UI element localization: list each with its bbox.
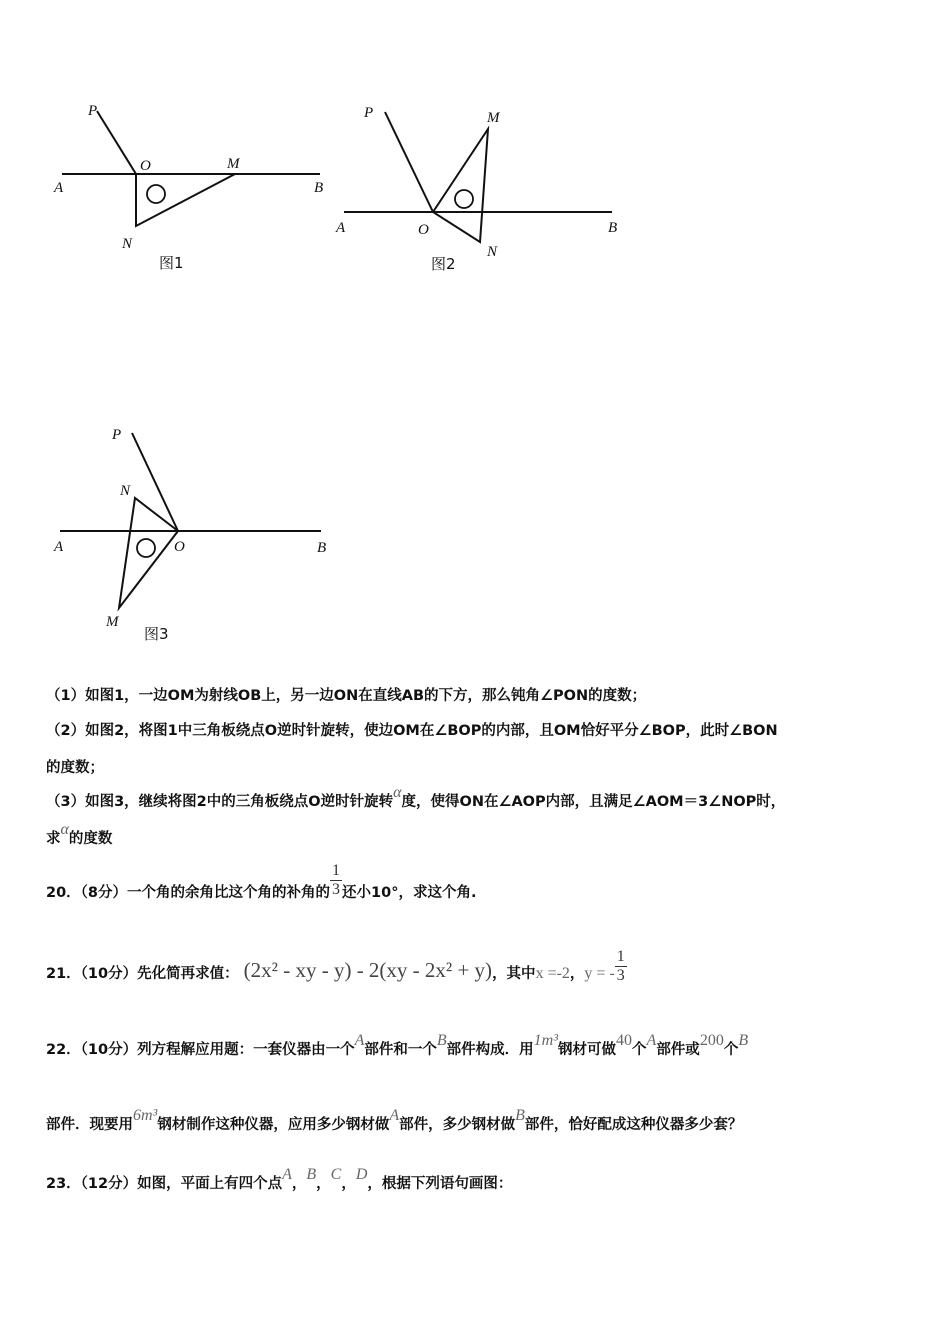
q23-text: ，根据下列语句画图： bbox=[367, 1176, 513, 1192]
figure-2-caption: 图2 bbox=[431, 255, 456, 273]
label-P: P bbox=[88, 103, 98, 119]
label-M: M bbox=[227, 156, 240, 172]
fraction-denominator: 3 bbox=[332, 881, 341, 898]
q22-text: 个 bbox=[723, 1042, 739, 1058]
q22-text: 部件构成．用 bbox=[446, 1042, 534, 1058]
var-B: B bbox=[436, 1032, 447, 1049]
var-A: A bbox=[354, 1032, 365, 1049]
fraction-numerator: 1 bbox=[616, 948, 625, 965]
q20-text-b: 还小10°，求这个角. bbox=[342, 884, 477, 901]
alpha-symbol: α bbox=[393, 784, 402, 801]
q19-part3-line2 bbox=[46, 821, 113, 848]
q23-text: 23．（12分）如图，平面上有四个点 bbox=[46, 1176, 283, 1192]
question-22-line2 bbox=[46, 1107, 743, 1134]
point-C: C bbox=[330, 1166, 342, 1183]
volume-1m3: 1m³ bbox=[533, 1032, 559, 1049]
q22-text: 个 bbox=[632, 1042, 647, 1058]
label-A: A bbox=[54, 180, 64, 196]
q19-part2-line2: 的度数； bbox=[46, 760, 104, 776]
q19-part3-line1 bbox=[46, 784, 786, 811]
label-O: O bbox=[174, 539, 185, 555]
figure-3 bbox=[48, 420, 348, 650]
q21-expression: (2x² - xy - y) - 2(xy - 2x² + y) bbox=[243, 957, 493, 982]
point-D: D bbox=[355, 1166, 368, 1183]
label-M: M bbox=[106, 614, 119, 630]
label-O: O bbox=[418, 222, 429, 238]
figure-2 bbox=[330, 95, 630, 285]
var-B: B bbox=[738, 1032, 749, 1049]
q22-text: 部件．现要用 bbox=[46, 1117, 133, 1133]
label-B: B bbox=[608, 220, 618, 236]
q19-p3-ask: 求 bbox=[46, 831, 61, 847]
question-22-line1 bbox=[46, 1032, 749, 1059]
label-P: P bbox=[364, 105, 374, 121]
q22-text: 钢材可做 bbox=[558, 1042, 617, 1058]
label-B: B bbox=[314, 180, 324, 196]
fraction-denominator: 3 bbox=[616, 967, 625, 984]
q22-text: 部件和一个 bbox=[364, 1042, 437, 1058]
q22-text: 部件，多少钢材做 bbox=[399, 1117, 516, 1133]
figure-1 bbox=[50, 95, 340, 285]
number-200: 200 bbox=[699, 1032, 724, 1049]
q19-p3-text-b: 度，使得ON在∠AOP内部，且满足∠AOM＝3∠NOP时， bbox=[401, 794, 786, 810]
var-A: A bbox=[646, 1032, 657, 1049]
q22-text: 部件，恰好配成这种仪器多少套？ bbox=[524, 1117, 743, 1133]
q19-part1: （1）如图1，一边OM为射线OB上，另一边ON在直线AB的下方，那么钝角∠PON的度数； bbox=[46, 688, 647, 704]
q20-text-a: 20．（8分）一个角的余角比这个角的补角的 bbox=[46, 884, 331, 901]
label-B: B bbox=[317, 540, 327, 556]
q22-text: 22．（10分）列方程解应用题：一套仪器由一个 bbox=[46, 1042, 355, 1058]
q22-text: 钢材制作这种仪器，应用多少钢材做 bbox=[157, 1117, 390, 1133]
label-A: A bbox=[54, 539, 64, 555]
figure-3-caption: 图3 bbox=[144, 625, 169, 643]
comma: ， bbox=[341, 1176, 356, 1192]
fraction-one-third bbox=[615, 948, 627, 985]
q19-part2-line1: （2）如图2，将图1中三角板绕点O逆时针旋转，使边OM在∠BOP的内部，且OM恰好平分∠BOP，此时∠BON bbox=[46, 723, 778, 739]
q19-p3-ask-end: 的度数 bbox=[68, 831, 113, 847]
comma: ， bbox=[569, 965, 585, 982]
label-N: N bbox=[120, 483, 131, 499]
volume-6m3: 6m³ bbox=[133, 1107, 158, 1124]
alpha-symbol: α bbox=[60, 821, 69, 838]
question-21 bbox=[46, 948, 627, 985]
fraction-numerator: 1 bbox=[332, 862, 341, 879]
q19-p3-text-a: （3）如图3，继续将图2中的三角板绕点O逆时针旋转 bbox=[46, 794, 394, 810]
label-N: N bbox=[122, 236, 133, 252]
y-value: y = - bbox=[584, 964, 615, 982]
q21-text-a: 21．（10分）先化简再求值： bbox=[46, 965, 239, 982]
q22-text: 部件或 bbox=[656, 1042, 700, 1058]
label-O: O bbox=[140, 158, 151, 174]
point-B: B bbox=[306, 1166, 317, 1183]
x-value: x =-2 bbox=[535, 964, 570, 982]
figure-1-caption: 图1 bbox=[159, 254, 184, 272]
label-N: N bbox=[487, 244, 498, 260]
q21-text-b: ，其中 bbox=[492, 965, 536, 982]
var-B: B bbox=[515, 1107, 525, 1124]
comma: ， bbox=[291, 1176, 307, 1192]
var-A: A bbox=[389, 1107, 400, 1124]
fraction-one-third bbox=[330, 862, 342, 899]
question-23 bbox=[46, 1166, 513, 1193]
point-A: A bbox=[282, 1166, 292, 1183]
label-A: A bbox=[336, 220, 346, 236]
label-M: M bbox=[487, 110, 500, 126]
question-20 bbox=[46, 862, 476, 899]
label-P: P bbox=[112, 427, 122, 443]
number-40: 40 bbox=[616, 1032, 633, 1049]
comma: ， bbox=[316, 1176, 331, 1192]
